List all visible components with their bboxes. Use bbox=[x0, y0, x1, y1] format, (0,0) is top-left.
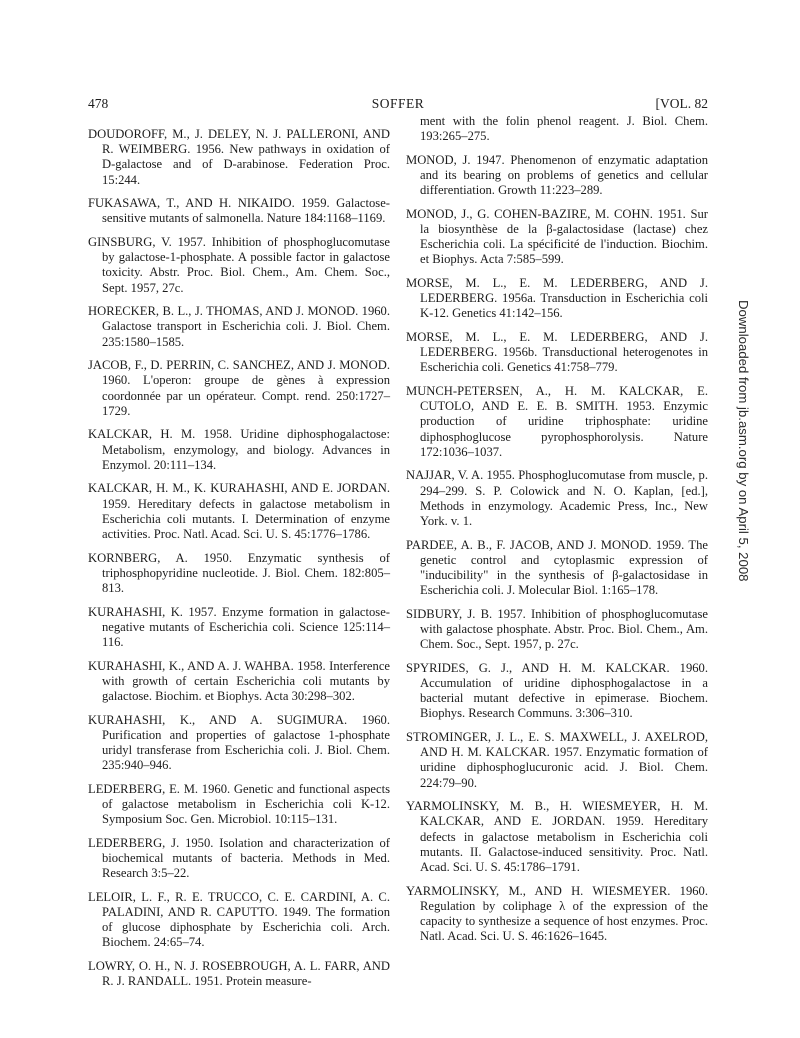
reference-entry: KORNBERG, A. 1950. Enzymatic synthesis of triphosphopyridine nucleotide. J. Biol. Chem. 182:805–813. bbox=[88, 550, 390, 596]
reference-entry: KALCKAR, H. M., K. KURAHASHI, AND E. JORDAN. 1959. Hereditary defects in galactose metabolism in Escherichia coli mutants. I. Determination of enzyme activities. Proc. Natl. Acad. Sci. U. S. 45:1776–1786. bbox=[88, 481, 390, 542]
reference-entry: GINSBURG, V. 1957. Inhibition of phosphoglucomutase by galactose-1-phosphate. A possible factor in galactose toxicity. Abstr. Proc. Biol. Chem., Am. Chem. Soc., Sept. 1957, 27c. bbox=[88, 235, 390, 295]
reference-entry: MORSE, M. L., E. M. LEDERBERG, AND J. LEDERBERG. 1956b. Transductional heterogenotes in Escherichia coli. Genetics 41:758–779. bbox=[406, 330, 708, 375]
reference-entry: KURAHASHI, K., AND A. J. WAHBA. 1958. Interference with growth of certain Escherichia coli mutants by galactose. Biochim. et Biophys. Acta 30:298–302. bbox=[88, 658, 390, 704]
reference-entry: STROMINGER, J. L., E. S. MAXWELL, J. AXELROD, AND H. M. KALCKAR. 1957. Enzymatic formation of uridine diphosphoglucuronic acid. J. Biol. Chem. 224:79–90. bbox=[406, 730, 708, 790]
reference-entry: KURAHASHI, K. 1957. Enzyme formation in galactose-negative mutants of Escherichia coli. Science 125:114–116. bbox=[88, 604, 390, 650]
reference-entry: NAJJAR, V. A. 1955. Phosphoglucomutase from muscle, p. 294–299. S. P. Colowick and N. O. Kaplan, [ed.], Methods in enzymology. Academic Press, Inc., New York. v. 1. bbox=[406, 468, 708, 529]
reference-continuation: ment with the folin phenol reagent. J. Biol. Chem. 193:265–275. bbox=[420, 114, 708, 144]
reference-entry: YARMOLINSKY, M., AND H. WIESMEYER. 1960. Regulation by coliphage λ of the expression of the capacity to synthesize a sequence of host enzymes. Proc. Natl. Acad. Sci. U. S. 46:1626–1645. bbox=[406, 883, 708, 944]
reference-entry: MORSE, M. L., E. M. LEDERBERG, AND J. LEDERBERG. 1956a. Transduction in Escherichia coli K-12. Genetics 41:142–156. bbox=[406, 276, 708, 321]
reference-entry: HORECKER, B. L., J. THOMAS, AND J. MONOD. 1960. Galactose transport in Escherichia coli. J. Biol. Chem. 235:1580–1585. bbox=[88, 304, 390, 349]
page-header bbox=[88, 96, 708, 116]
reference-entry: YARMOLINSKY, M. B., H. WIESMEYER, H. M. KALCKAR, AND E. JORDAN. 1959. Hereditary defects in galactose metabolism in Escherichia coli mutants. II. Galactose-induced sensitivity. Proc. Natl. Acad. Sci. U. S. 45:1786–1791. bbox=[406, 799, 708, 875]
reference-entry: SPYRIDES, G. J., AND H. M. KALCKAR. 1960. Accumulation of uridine diphosphogalactose in a bacterial mutant defective in epimerase. Biochem. Biophys. Research Communs. 3:306–310. bbox=[406, 660, 708, 721]
reference-entry: LEDERBERG, J. 1950. Isolation and characterization of biochemical mutants of bacteria. Methods in Med. Research 3:5–22. bbox=[88, 835, 390, 881]
reference-entry: PARDEE, A. B., F. JACOB, AND J. MONOD. 1959. The genetic control and cytoplasmic expression of "inducibility" in the synthesis of β-galactosidase in Escherichia coli. J. Molecular Biol. 1:165–178. bbox=[406, 537, 708, 598]
reference-entry: MONOD, J., G. COHEN-BAZIRE, M. COHN. 1951. Sur la biosynthèse de la β-galactosidase (lactase) chez Escherichia coli. La spécificité de l'induction. Biochim. et Biophys. Acta 7:585–599. bbox=[406, 206, 708, 267]
reference-entry: LOWRY, O. H., N. J. ROSEBROUGH, A. L. FARR, AND R. J. RANDALL. 1951. Protein measure- bbox=[88, 959, 390, 989]
running-title: SOFFER bbox=[371, 96, 425, 111]
reference-entry: KURAHASHI, K., AND A. SUGIMURA. 1960. Purification and properties of galactose 1-phosphate uridyl transferase from Escherichia coli. J. Biol. Chem. 235:940–946. bbox=[88, 712, 390, 773]
reference-entry: FUKASAWA, T., AND H. NIKAIDO. 1959. Galactose-sensitive mutants of salmonella. Nature 184:1168–1169. bbox=[88, 196, 390, 226]
volume-label: [VOL. 82 bbox=[655, 96, 708, 111]
reference-column-right bbox=[406, 114, 708, 953]
reference-entry: LELOIR, L. F., R. E. TRUCCO, C. E. CARDINI, A. C. PALADINI, AND R. CAPUTTO. 1949. The formation of glucose diphosphate by Escherichia coli. Arch. Biochem. 24:65–74. bbox=[88, 889, 390, 950]
reference-column-left bbox=[88, 127, 390, 998]
watermark-text: Downloaded from jb.asm.org by on April 5, 2008 bbox=[736, 300, 751, 582]
reference-entry: LEDERBERG, E. M. 1960. Genetic and functional aspects of galactose metabolism in Escherichia coli K-12. Symposium Soc. Gen. Microbiol. 10:115–131. bbox=[88, 781, 390, 827]
reference-entry: JACOB, F., D. PERRIN, C. SANCHEZ, AND J. MONOD. 1960. L'operon: groupe de gènes à expression coordonnée par un opérateur. Compt. rend. 250:1727–1729. bbox=[88, 358, 390, 418]
reference-entry: MONOD, J. 1947. Phenomenon of enzymatic adaptation and its bearing on problems of genetics and cellular differentiation. Growth 11:223–289. bbox=[406, 152, 708, 198]
reference-entry: KALCKAR, H. M. 1958. Uridine diphosphogalactose: Metabolism, enzymology, and biology. Advances in Enzymol. 20:111–134. bbox=[88, 427, 390, 472]
reference-entry: DOUDOROFF, M., J. DELEY, N. J. PALLERONI, AND R. WEIMBERG. 1956. New pathways in oxidation of D-galactose and of D-arabinose. Federation Proc. 15:244. bbox=[88, 127, 390, 187]
download-watermark bbox=[733, 300, 755, 800]
page-number: 478 bbox=[88, 96, 109, 111]
reference-entry: SIDBURY, J. B. 1957. Inhibition of phosphoglucomutase with galactose phosphate. Abstr. Proc. Biol. Chem., Am. Chem. Soc., Sept. 1957, p. 27c. bbox=[406, 606, 708, 652]
reference-entry: MUNCH-PETERSEN, A., H. M. KALCKAR, E. CUTOLO, AND E. E. B. SMITH. 1953. Enzymic production of uridine triphosphate: uridine diphosphoglucose pyrophosphorolysis. Nature 172:1036–1037. bbox=[406, 384, 708, 459]
